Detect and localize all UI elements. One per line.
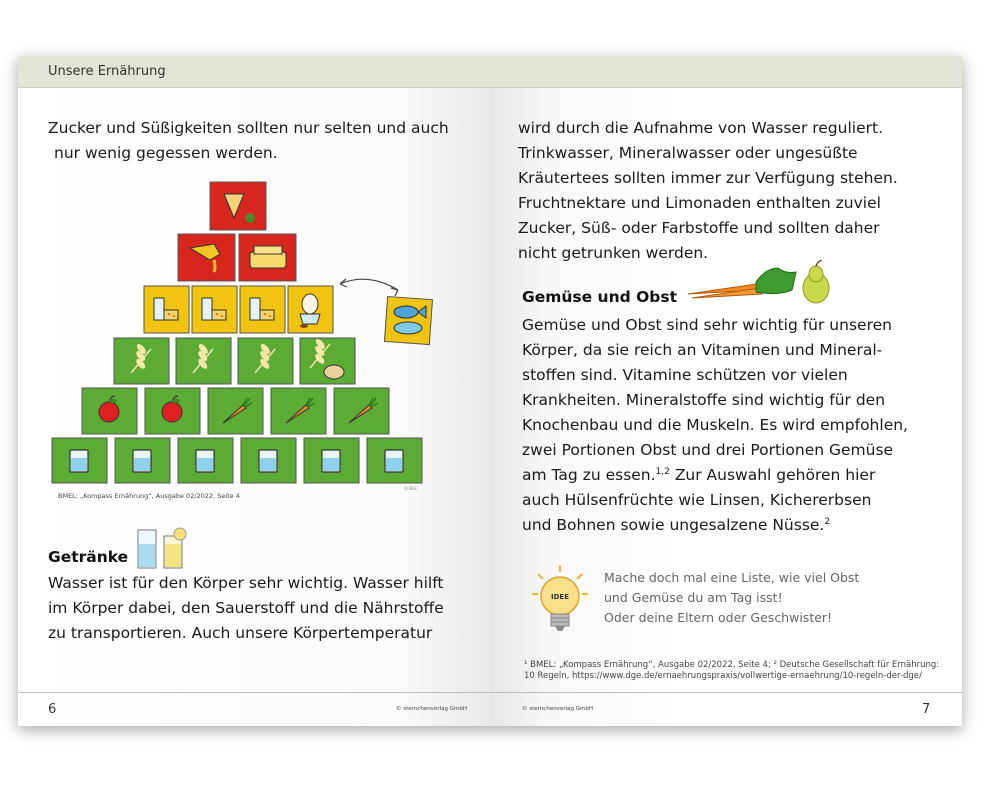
getraenke-paragraph xyxy=(48,571,478,646)
footer-divider xyxy=(18,692,490,693)
book-spread xyxy=(18,56,962,726)
idea-line-2: und Gemüse du am Tag isst! xyxy=(604,590,783,605)
gemuese-line-2: Körper, da sie reich an Vitaminen und Mineral- xyxy=(522,341,883,359)
getraenke-line-2: im Körper dabei, den Sauerstoff und die Nährstoffe xyxy=(48,599,444,617)
getraenke-line-1: Wasser ist für den Körper sehr wichtig. Wasser hilft xyxy=(48,574,444,592)
drinks-glasses-icon xyxy=(136,524,196,572)
footnotes xyxy=(524,660,944,682)
page-header-title: Unsere Ernährung xyxy=(48,64,166,79)
pyramid-tile-oil xyxy=(178,234,235,281)
footnote-ref-1-2: 1,2 xyxy=(655,466,670,477)
gemuese-line-5: Knochenbau und die Muskeln. Es wird empfohlen, xyxy=(522,416,908,434)
food-pyramid xyxy=(18,56,490,496)
water-line-6: nicht getrunken werden. xyxy=(518,244,709,262)
footnote-line-1: ¹ BMEL: „Kompass Ernährung“, Ausgabe 02/2022, Seite 4; ² Deutsche Gesellschaft für Ernährung: xyxy=(524,660,940,670)
footer-divider-right xyxy=(490,692,962,693)
gemuese-paragraph xyxy=(522,313,942,538)
gemuese-line-8: auch Hülsenfrüchte wie Linsen, Kichererbsen xyxy=(522,491,872,509)
pyramid-row-fruit-veg xyxy=(82,388,389,434)
gemuese-line-3: stoffen sind. Vitamine schützen vor vielen xyxy=(522,366,848,384)
gemuese-line-7 xyxy=(522,463,942,488)
pyramid-row-drinks xyxy=(52,438,422,483)
idea-line-3: Oder deine Eltern oder Geschwister! xyxy=(604,610,833,625)
intro-line-1: Zucker und Süßigkeiten sollten nur selten und auch xyxy=(48,119,449,137)
water-line-4: Fruchtnektare und Limonaden enthalten zuviel xyxy=(518,194,881,212)
water-line-2: Trinkwasser, Mineralwasser oder ungesüßte xyxy=(518,144,858,162)
gemuese-line-9-text: und Bohnen sowie ungesalzene Nüsse. xyxy=(522,516,825,534)
copyright-left: © sternchenverlag GmbH xyxy=(396,706,467,712)
idea-label: IDEE xyxy=(551,593,569,601)
getraenke-line-3: zu transportieren. Auch unsere Körpertemperatur xyxy=(48,624,433,642)
intro-line-2: nur wenig gegessen werden. xyxy=(54,144,278,162)
gemuese-line-9 xyxy=(522,513,942,538)
footnote-ref-2: 2 xyxy=(824,516,831,527)
heading-getraenke: Getränke xyxy=(48,548,129,566)
water-line-5: Zucker, Süß- oder Farbstoffe und sollten daher xyxy=(518,219,880,237)
pyramid-tile-sweets xyxy=(210,182,266,230)
idea-lightbulb-icon xyxy=(530,564,590,636)
idea-box-text xyxy=(604,568,859,628)
water-line-1: wird durch die Aufnahme von Wasser reguliert. xyxy=(518,119,883,137)
idea-line-1: Mache doch mal eine Liste, wie viel Obst xyxy=(604,570,860,585)
pyramid-credit: © BLE xyxy=(404,486,417,491)
pyramid-arrow xyxy=(340,279,398,290)
gemuese-line-6: zwei Portionen Obst und drei Portionen Gemüse xyxy=(522,441,894,459)
right-page xyxy=(490,56,962,726)
pyramid-source: BMEL: „Kompass Ernährung“, Ausgabe 02/2022, Seite 4 xyxy=(58,492,240,500)
vegetables-icon xyxy=(686,260,836,306)
pyramid-row-dairy xyxy=(144,286,333,333)
water-line-3: Kräutertees sollten immer zur Verfügung stehen. xyxy=(518,169,898,187)
heading-gemuese-obst: Gemüse und Obst xyxy=(522,288,678,306)
pyramid-tile-fish xyxy=(384,297,432,345)
header-band-right xyxy=(490,56,962,88)
left-page xyxy=(18,56,490,726)
pyramid-row-grains xyxy=(114,337,355,384)
page-number-right: 7 xyxy=(922,702,931,717)
copyright-right: © sternchenverlag GmbH xyxy=(522,706,593,712)
pyramid-tile-butter xyxy=(239,234,296,281)
gemuese-line-4: Krankheiten. Mineralstoffe sind wichtig für den xyxy=(522,391,886,409)
page-number-left: 6 xyxy=(48,702,57,717)
gemuese-line-1: Gemüse und Obst sind sehr wichtig für unseren xyxy=(522,316,892,334)
gemuese-line-7-rest: Zur Auswahl gehören hier xyxy=(669,466,876,484)
gemuese-line-7-text: am Tag zu essen. xyxy=(522,466,656,484)
water-paragraph xyxy=(518,116,938,266)
footnote-line-2: 10 Regeln, https://www.dge.de/ernaehrungspraxis/vollwertige-ernaehrung/10-regeln-der-dge/ xyxy=(524,671,922,681)
